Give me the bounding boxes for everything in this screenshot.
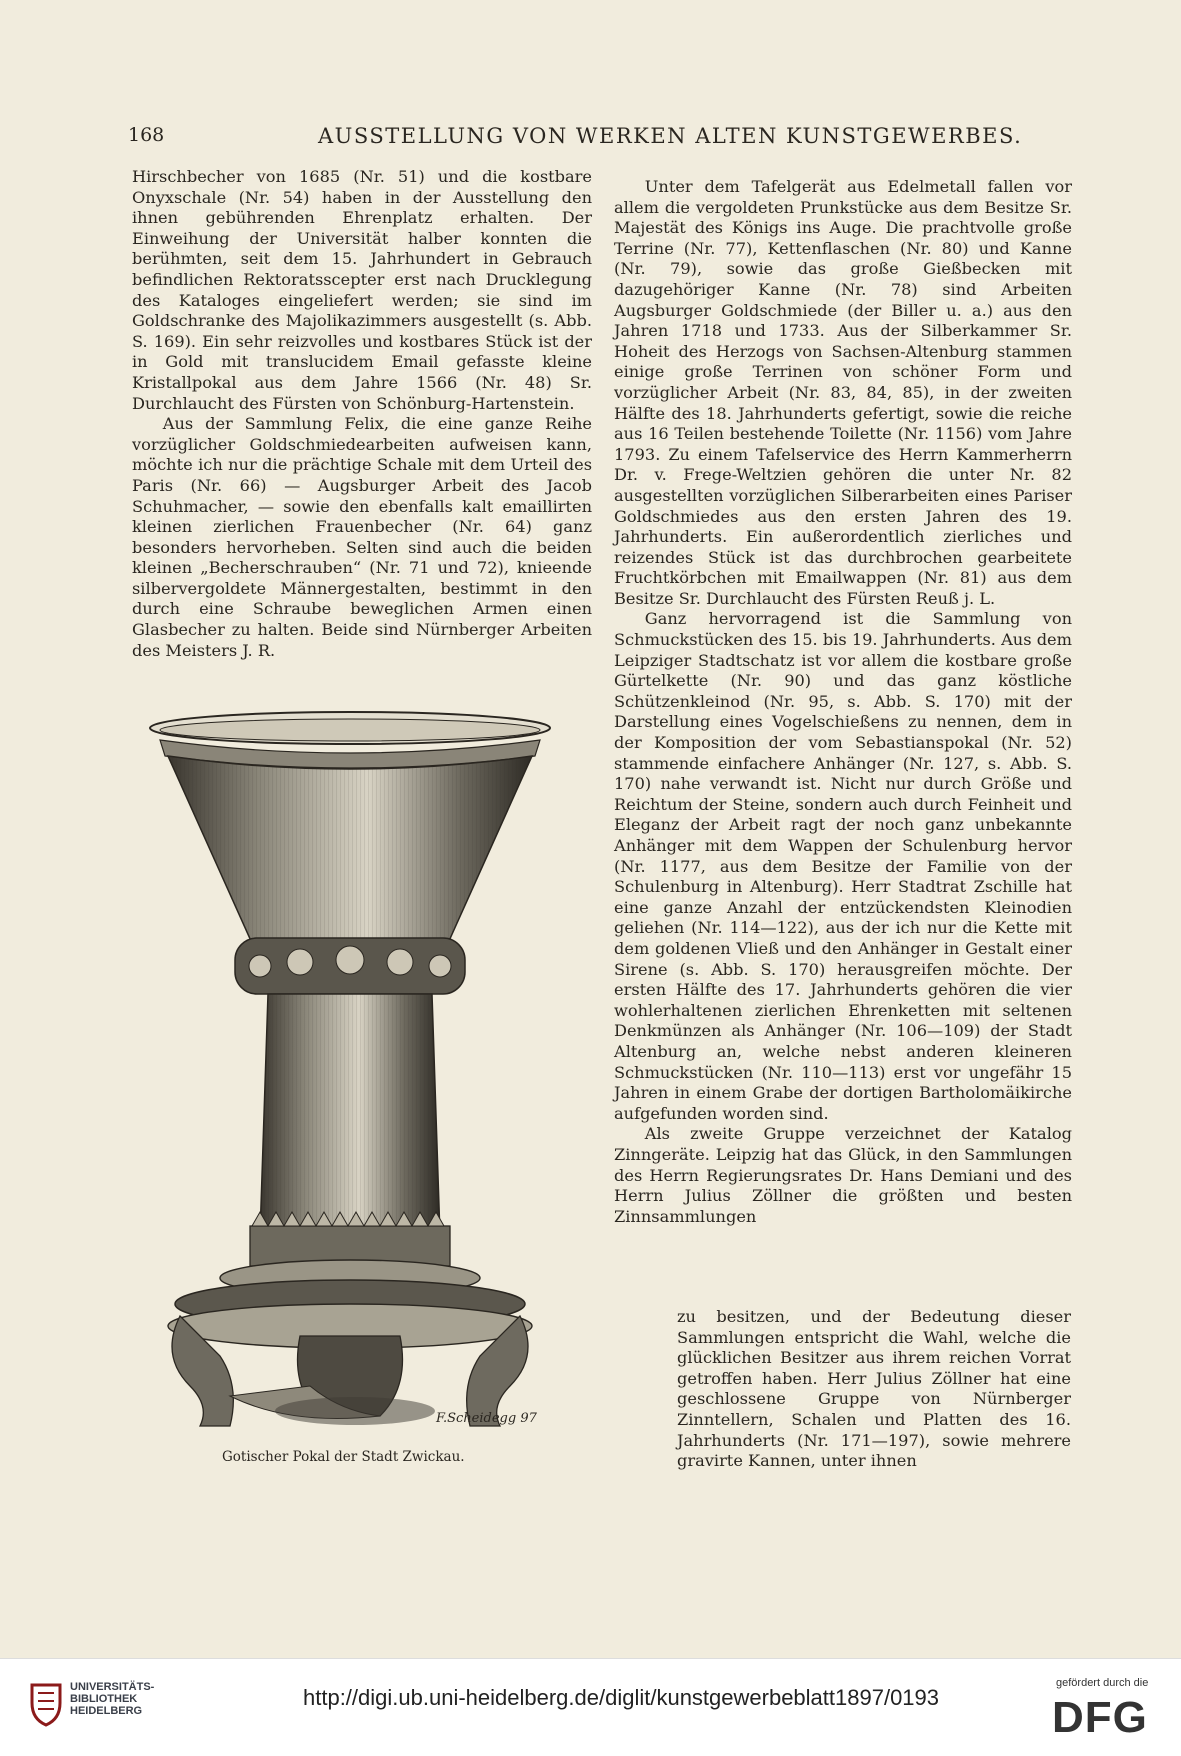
left-column: [132, 167, 592, 661]
paragraph: Hirschbecher von 1685 (Nr. 51) und die kostbare Onyxschale (Nr. 54) haben in der Ausstellung den ihnen gebührenden Ehrenplatz erhalten. Der Einweihung der Universität halber konnten die berühmten, seit dem 15. Jahrhundert in Gebrauch befindlichen Rektoratsscepter erst nach Drucklegung des Kataloges eingeliefert werden; sie sind im Goldschranke des Majolikazimmers ausgestellt (s. Abb. S. 169). Ein sehr reizvolles und kostbares Stück ist der in Gold mit translucidem Email gefasste kleine Kristallpokal aus dem Jahre 1566 (Nr. 48) Sr. Durchlaucht des Fürsten von Schönburg-Hartenstein.: [132, 167, 592, 413]
sponsor-label: gefördert durch die: [1056, 1677, 1149, 1689]
goblet-engraving: [140, 706, 560, 1446]
paragraph: Unter dem Tafelgerät aus Edelmetall fallen vor allem die vergoldeten Prunkstücke aus dem Besitze Sr. Majestät des Königs ins Auge. Die prachtvolle große Terrine (Nr. 77), Kettenflaschen (Nr. 80) und Kanne (Nr. 79), sowie das große Gießbecken mit dazugehöriger Kanne (Nr. 78) sind Arbeiten Augsburger Goldschmiede (der Biller u. a.) aus den Jahren 1718 und 1733. Aus der Silberkammer Sr. Hoheit des Herzogs von Sachsen-Altenburg stammen einige große Terrinen von schöner Form und vorzüglicher Arbeit (Nr. 83, 84, 85), in der zweiten Hälfte des 18. Jahrhunderts gefertigt, sowie die reiche aus 16 Teilen bestehende Toilette (Nr. 1156) vom Jahre 1793. Zu einem Tafelservice des Herrn Kammerherrn Dr. v. Frege-Weltzien gehören die unter Nr. 82 ausgestellten vorzüglichen Silberarbeiten eines Pariser Goldschmiedes aus den ersten Jahren des 19. Jahrhunderts. Ein außerordentlich zierliches und reizendes Stück ist das durchbrochen gearbeitete Fruchtkörbchen mit Emailwappen (Nr. 81) aus dem Besitze Sr. Durchlaucht des Fürsten Reuß j. L.: [614, 177, 1072, 608]
paragraph: Aus der Sammlung Felix, die eine ganze Reihe vorzüglicher Goldschmiedearbeiten aufweisen kann, möchte ich nur die prächtige Schale mit dem Urteil des Paris (Nr. 66) — Augsburger Arbeit des Jacob Schuhmacher, — sowie den ebenfalls kalt emaillirten kleinen zierlichen Frauenbecher (Nr. 64) ganz besonders hervorheben. Selten sind auch die beiden kleinen „Becherschrauben“ (Nr. 71 und 72), knieende silbervergoldete Männergestalten, bestimmt in den durch eine Schraube beweglichen Armen einen Glasbecher zu halten. Beide sind Nürnberger Arbeiten des Meisters J. R.: [132, 414, 592, 660]
artist-signature: F.Scheidegg 97: [436, 1411, 537, 1426]
university-seal-icon: [28, 1681, 64, 1727]
institution-name: UNIVERSITÄTS- BIBLIOTHEK HEIDELBERG: [70, 1681, 155, 1717]
page-number: 168: [128, 124, 165, 146]
right-column-continuation: [677, 1307, 1071, 1472]
figure-caption: Gotischer Pokal der Stadt Zwickau.: [222, 1449, 465, 1465]
right-column: [614, 177, 1072, 1227]
digitization-footer: [0, 1658, 1181, 1756]
dfg-logo: DFG: [1052, 1693, 1148, 1742]
goblet-illustration: [140, 706, 560, 1446]
paragraph: zu besitzen, und der Bedeutung dieser Sammlungen entspricht die Wahl, welche die glücklichen Besitzer aus ihrem reichen Vorrat getroffen haben. Herr Julius Zöllner hat eine geschlossene Gruppe von Nürnberger Zinntellern, Schalen und Platten des 16. Jahrhunderts (Nr. 171—197), sowie mehrere gravirte Kannen, unter ihnen: [677, 1307, 1071, 1471]
running-head: [128, 124, 1068, 154]
page-title: AUSSTELLUNG VON WERKEN ALTEN KUNSTGEWERBES.: [318, 124, 1023, 148]
permalink-url[interactable]: http://digi.ub.uni-heidelberg.de/diglit/kunstgewerbeblatt1897/0193: [303, 1685, 940, 1710]
paragraph: Als zweite Gruppe verzeichnet der Katalog Zinngeräte. Leipzig hat das Glück, in den Sammlungen des Herrn Regierungsrates Dr. Hans Demiani und des Herrn Julius Zöllner die größten und besten Zinnsammlungen: [614, 1124, 1072, 1226]
paragraph: Ganz hervorragend ist die Sammlung von Schmuckstücken des 15. bis 19. Jahrhunderts. Aus dem Leipziger Stadtschatz ist vor allem die kostbare große Gürtelkette (Nr. 90) und das ganz köstliche Schützenkleinod (Nr. 95, s. Abb. S. 170) mit der Darstellung eines Vogelschießens zu nennen, dem in der Komposition der vom Sebastianspokal (Nr. 52) stammende einfachere Anhänger (Nr. 127, s. Abb. S. 170) nahe verwandt ist. Nicht nur durch Größe und Reichtum der Steine, sondern auch durch Feinheit und Eleganz der Arbeit ragt der noch ganz unbekannte Anhänger mit dem Wappen der Schulenburg hervor (Nr. 1177, aus dem Besitze der Familie von der Schulenburg in Altenburg). Herr Stadtrat Zschille hat eine ganze Anzahl der entzückendsten Kleinodien geliehen (Nr. 114—122), aus der ich nur die Kette mit dem goldenen Vließ und den Anhänger in Gestalt einer Sirene (s. Abb. S. 170) herausgreifen möchte. Der ersten Hälfte des 17. Jahrhunderts gehören die vier wohlerhaltenen zierlichen Ehrenketten mit seltenen Denkmünzen als Anhänger (Nr. 106—109) der Stadt Altenburg an, welche nebst anderen kleineren Schmuckstücken (Nr. 110—113) erst vor ungefähr 15 Jahren in einem Grabe der dortigen Bartholomäikirche aufgefunden worden sind.: [614, 609, 1072, 1123]
